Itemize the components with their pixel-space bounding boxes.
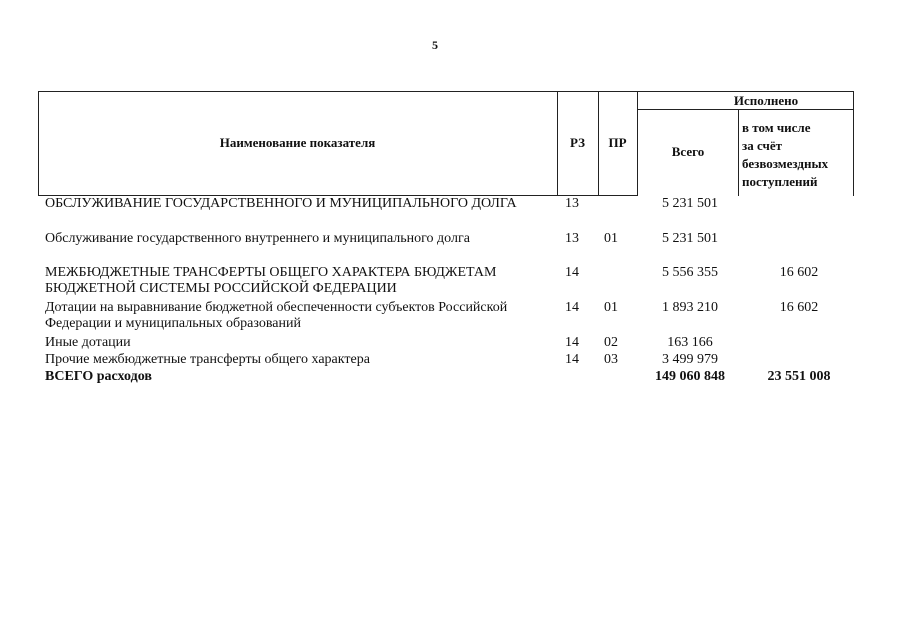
row-free: 16 602	[779, 265, 819, 280]
row-name: ОБСЛУЖИВАНИЕ ГОСУДАРСТВЕННОГО И МУНИЦИПАЛЬНОГО ДОЛГА	[45, 196, 517, 211]
row-pr: 03	[604, 352, 618, 367]
row-free: 16 602	[779, 300, 819, 315]
row-total: 1 893 210	[662, 300, 718, 315]
row-name: Дотации на выравнивание бюджетной обеспеченности субъектов Российской Федерации и муниципальных образований	[45, 300, 508, 331]
row-rz: 14	[565, 352, 579, 367]
row-name: Обслуживание государственного внутреннего и муниципального долга	[45, 231, 470, 246]
row-pr: 01	[604, 231, 618, 246]
header-pr: ПР	[608, 135, 627, 150]
header-free: в том числе за счёт безвозмездных поступлений	[742, 120, 829, 189]
row-name: Иные дотации	[45, 335, 131, 350]
row-name: Прочие межбюджетные трансферты общего характера	[45, 352, 370, 367]
row-pr: 01	[604, 300, 618, 315]
row-total: 5 231 501	[662, 196, 718, 211]
header-rz: РЗ	[570, 135, 585, 150]
row-rz: 14	[565, 335, 579, 350]
total-row-total: 149 060 848	[655, 369, 725, 384]
row-total: 163 166	[667, 335, 713, 350]
row-rz: 13	[565, 231, 579, 246]
row-rz: 14	[565, 300, 579, 315]
page-number: 5	[432, 38, 438, 52]
row-total: 5 556 355	[662, 265, 718, 280]
row-rz: 14	[565, 265, 579, 280]
table-header	[38, 91, 854, 195]
row-total: 5 231 501	[662, 231, 718, 246]
header-total: Всего	[671, 144, 705, 159]
row-name: МЕЖБЮДЖЕТНЫЕ ТРАНСФЕРТЫ ОБЩЕГО ХАРАКТЕРА БЮДЖЕТАМ БЮДЖЕТНОЙ СИСТЕМЫ РОССИЙСКОЙ ФЕДЕРАЦИИ	[45, 265, 497, 296]
header-name: Наименование показателя	[219, 135, 376, 150]
row-total: 3 499 979	[662, 352, 718, 367]
row-pr: 02	[604, 335, 618, 350]
total-row-name: ВСЕГО расходов	[45, 369, 152, 384]
total-row-free: 23 551 008	[767, 369, 831, 384]
header-executed: Исполнено	[733, 93, 799, 108]
row-rz: 13	[565, 196, 579, 211]
